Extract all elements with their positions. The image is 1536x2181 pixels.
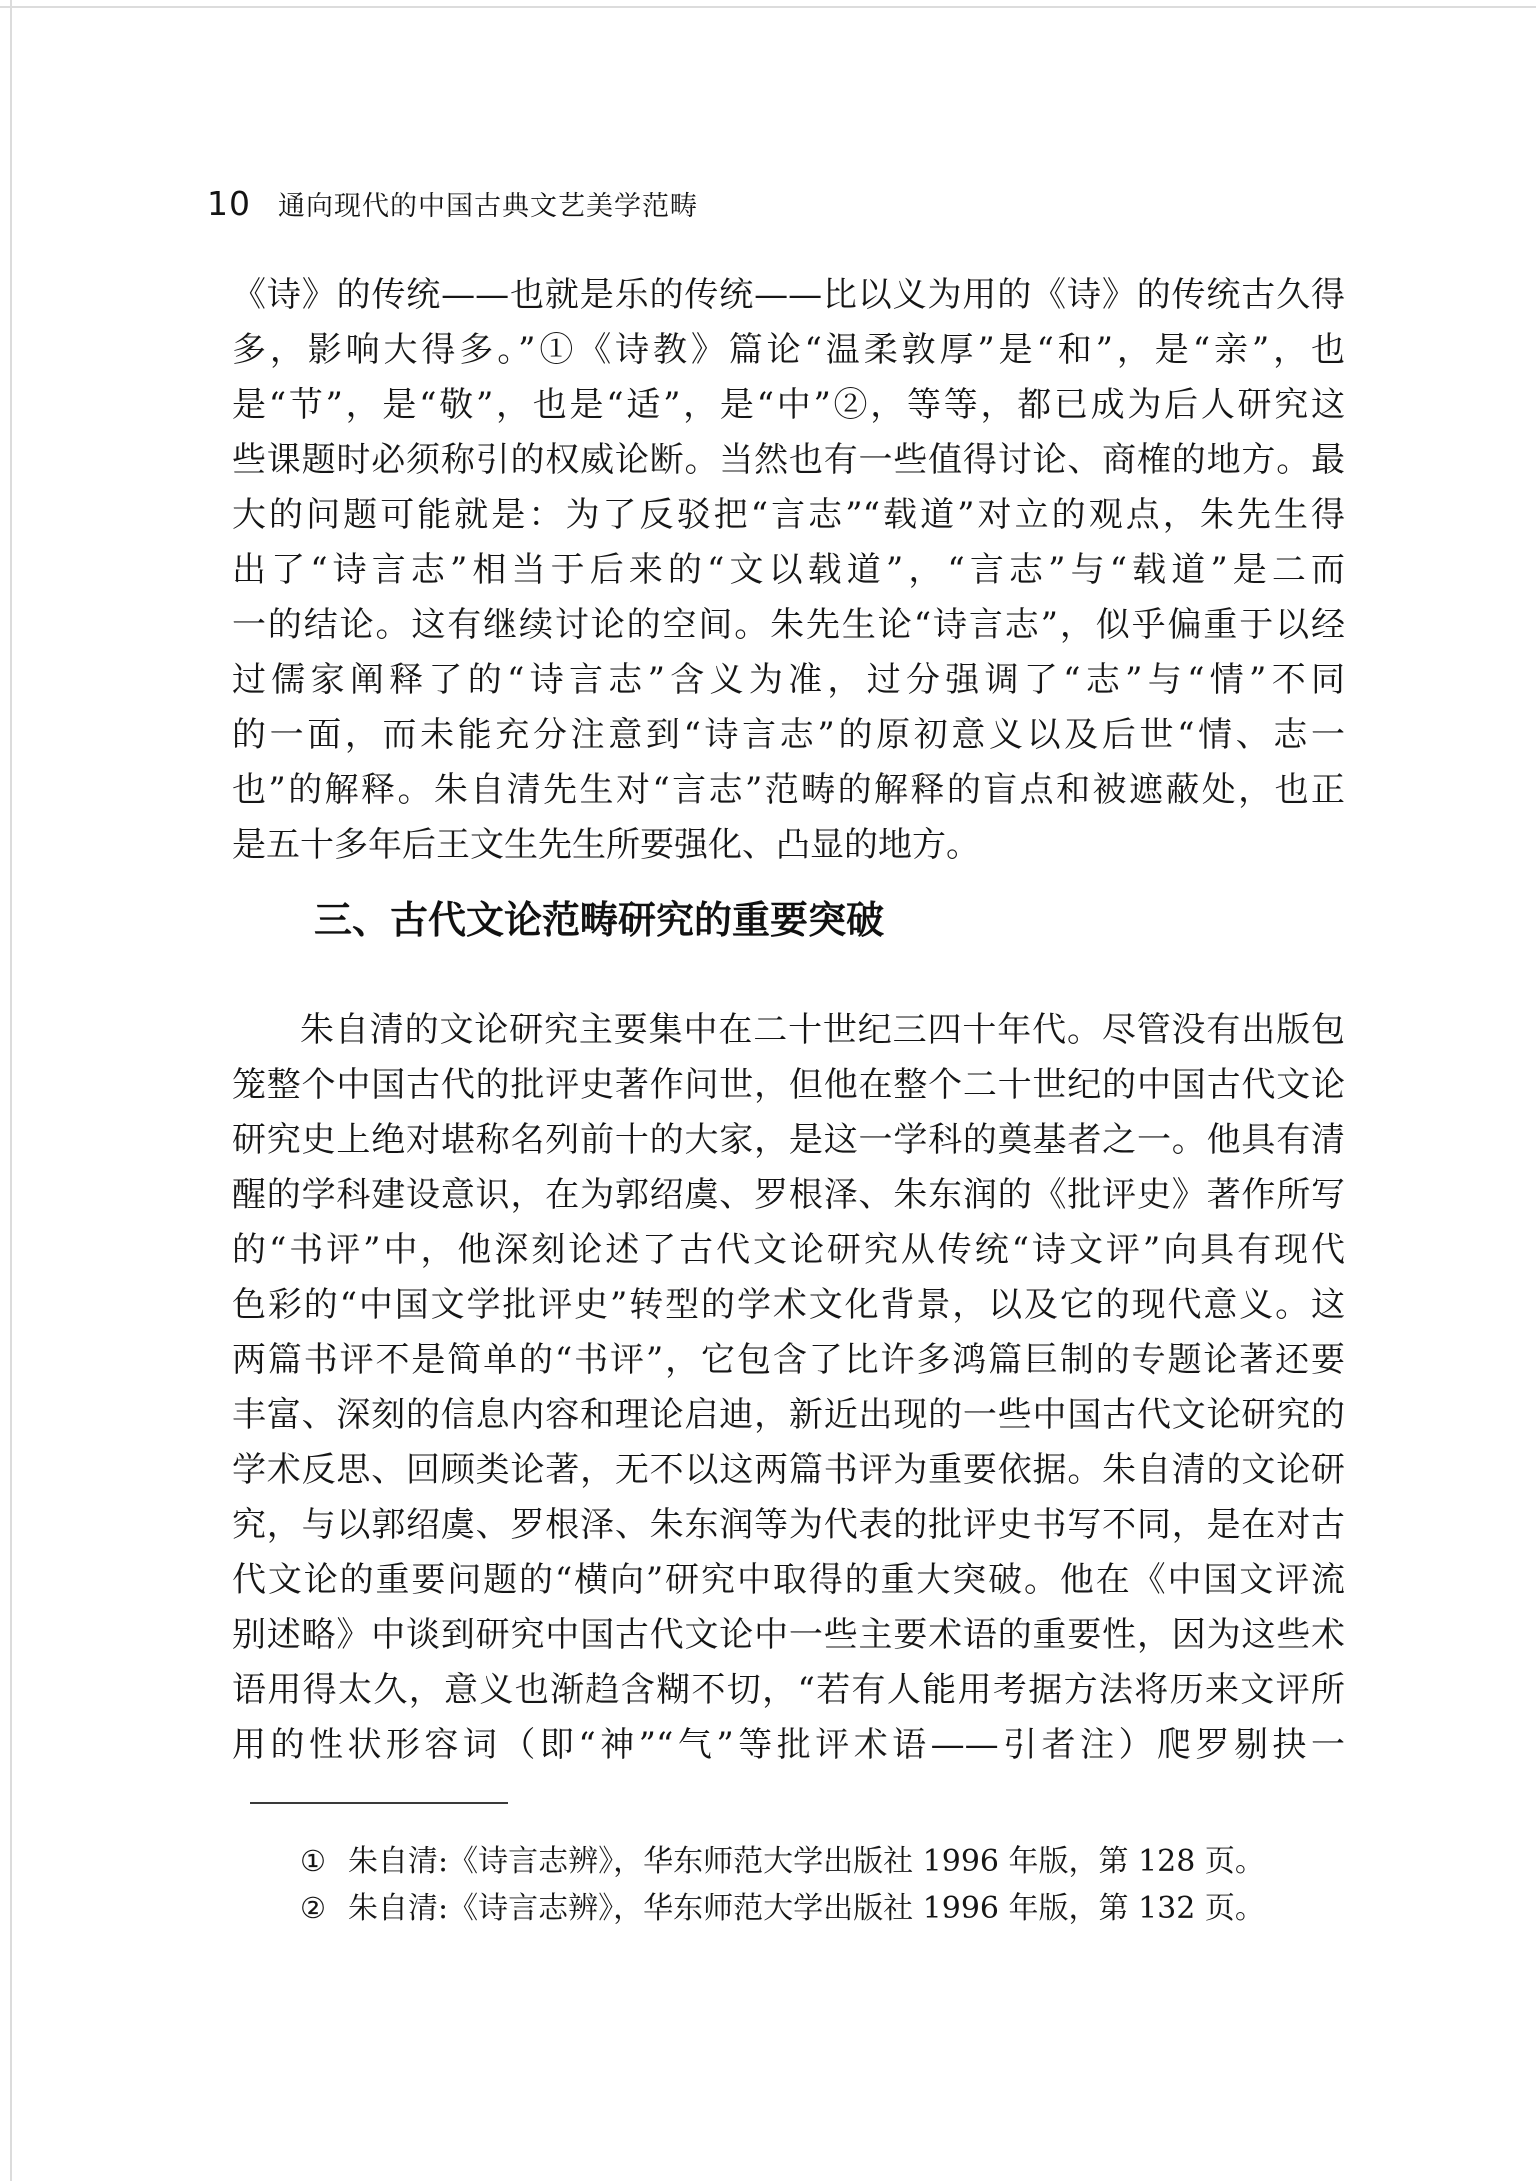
text-line: 出了“诗言志”相当于后来的“文以载道”，“言志”与“载道”是二而 xyxy=(232,550,1345,590)
text-line: 过儒家阐释了的“诗言志”含义为准，过分强调了“志”与“情”不同 xyxy=(232,660,1345,700)
text-line: 一的结论。这有继续讨论的空间。朱先生论“诗言志”，似乎偏重于以经 xyxy=(232,605,1345,645)
text-line: 大的问题可能就是：为了反驳把“言志”“载道”对立的观点，朱先生得 xyxy=(232,495,1345,535)
paragraph-2 xyxy=(232,1003,1345,1773)
section-heading: 三、古代文论范畴研究的重要突破 xyxy=(314,898,885,942)
text-line: 别述略》中谈到研究中国古代文论中一些主要术语的重要性，因为这些术 xyxy=(232,1615,1345,1655)
text-line: 的“书评”中，他深刻论述了古代文论研究从传统“诗文评”向具有现代 xyxy=(232,1230,1345,1270)
scan-edge-left xyxy=(10,0,12,2181)
main-text-block xyxy=(232,268,1345,1773)
text-line: 是“节”，是“敬”，也是“适”，是“中”②，等等，都已成为后人研究这 xyxy=(232,385,1345,425)
text-line: 研究史上绝对堪称名列前十的大家，是这一学科的奠基者之一。他具有清 xyxy=(232,1120,1345,1160)
footnote-2 xyxy=(300,1885,1360,1932)
text-line: 色彩的“中国文学批评史”转型的学术文化背景，以及它的现代意义。这 xyxy=(232,1285,1345,1325)
text-line: 丰富、深刻的信息内容和理论启迪，新近出现的一些中国古代文论研究的 xyxy=(232,1395,1345,1435)
footnote-1 xyxy=(300,1838,1360,1885)
footnote-2-text: 朱自清:《诗言志辨》，华东师范大学出版社 1996 年版，第 132 页。 xyxy=(348,1891,1265,1926)
page-number: 10 xyxy=(207,184,251,223)
text-line: 《诗》的传统——也就是乐的传统——比以义为用的《诗》的传统古久得 xyxy=(232,275,1345,315)
footnote-rule xyxy=(250,1802,508,1804)
text-line: 究，与以郭绍虞、罗根泽、朱东润等为代表的批评史书写不同，是在对古 xyxy=(232,1505,1345,1545)
text-line: 语用得太久，意义也渐趋含糊不切，“若有人能用考据方法将历来文评所 xyxy=(232,1670,1345,1710)
footnote-2-marker: ② xyxy=(300,1891,326,1925)
footnote-1-marker: ① xyxy=(300,1844,326,1878)
text-line: 醒的学科建设意识，在为郭绍虞、罗根泽、朱东润的《批评史》著作所写 xyxy=(232,1175,1345,1215)
text-line: 代文论的重要问题的“横向”研究中取得的重大突破。他在《中国文评流 xyxy=(232,1560,1345,1600)
text-line: 笼整个中国古代的批评史著作问世，但他在整个二十世纪的中国古代文论 xyxy=(232,1065,1345,1105)
text-line: 的一面，而未能充分注意到“诗言志”的原初意义以及后世“情、志一 xyxy=(232,715,1345,755)
text-line: 是五十多年后王文生先生所要强化、凸显的地方。 xyxy=(232,825,980,865)
text-line: 也”的解释。朱自清先生对“言志”范畴的解释的盲点和被遮蔽处，也正 xyxy=(232,770,1345,810)
scan-edge-top xyxy=(0,6,1536,8)
text-line: 些课题时必须称引的权威论断。当然也有一些值得讨论、商榷的地方。最 xyxy=(232,440,1345,480)
text-line: 多，影响大得多。”①《诗教》篇论“温柔敦厚”是“和”，是“亲”，也 xyxy=(232,330,1345,370)
text-line: 用的性状形容词（即“神”“气”等批评术语——引者注）爬罗剔抉一 xyxy=(232,1725,1345,1765)
footnotes xyxy=(300,1838,1360,1932)
running-header xyxy=(207,184,698,223)
paragraph-1 xyxy=(232,268,1345,873)
text-line: 两篇书评不是简单的“书评”，它包含了比许多鸿篇巨制的专题论著还要 xyxy=(232,1340,1345,1380)
text-line: 学术反思、回顾类论著，无不以这两篇书评为重要依据。朱自清的文论研 xyxy=(232,1450,1345,1490)
footnote-1-text: 朱自清:《诗言志辨》，华东师范大学出版社 1996 年版，第 128 页。 xyxy=(348,1844,1265,1879)
running-title: 通向现代的中国古典文艺美学范畴 xyxy=(278,191,698,222)
text-line: 朱自清的文论研究主要集中在二十世纪三四十年代。尽管没有出版包 xyxy=(300,1010,1345,1050)
